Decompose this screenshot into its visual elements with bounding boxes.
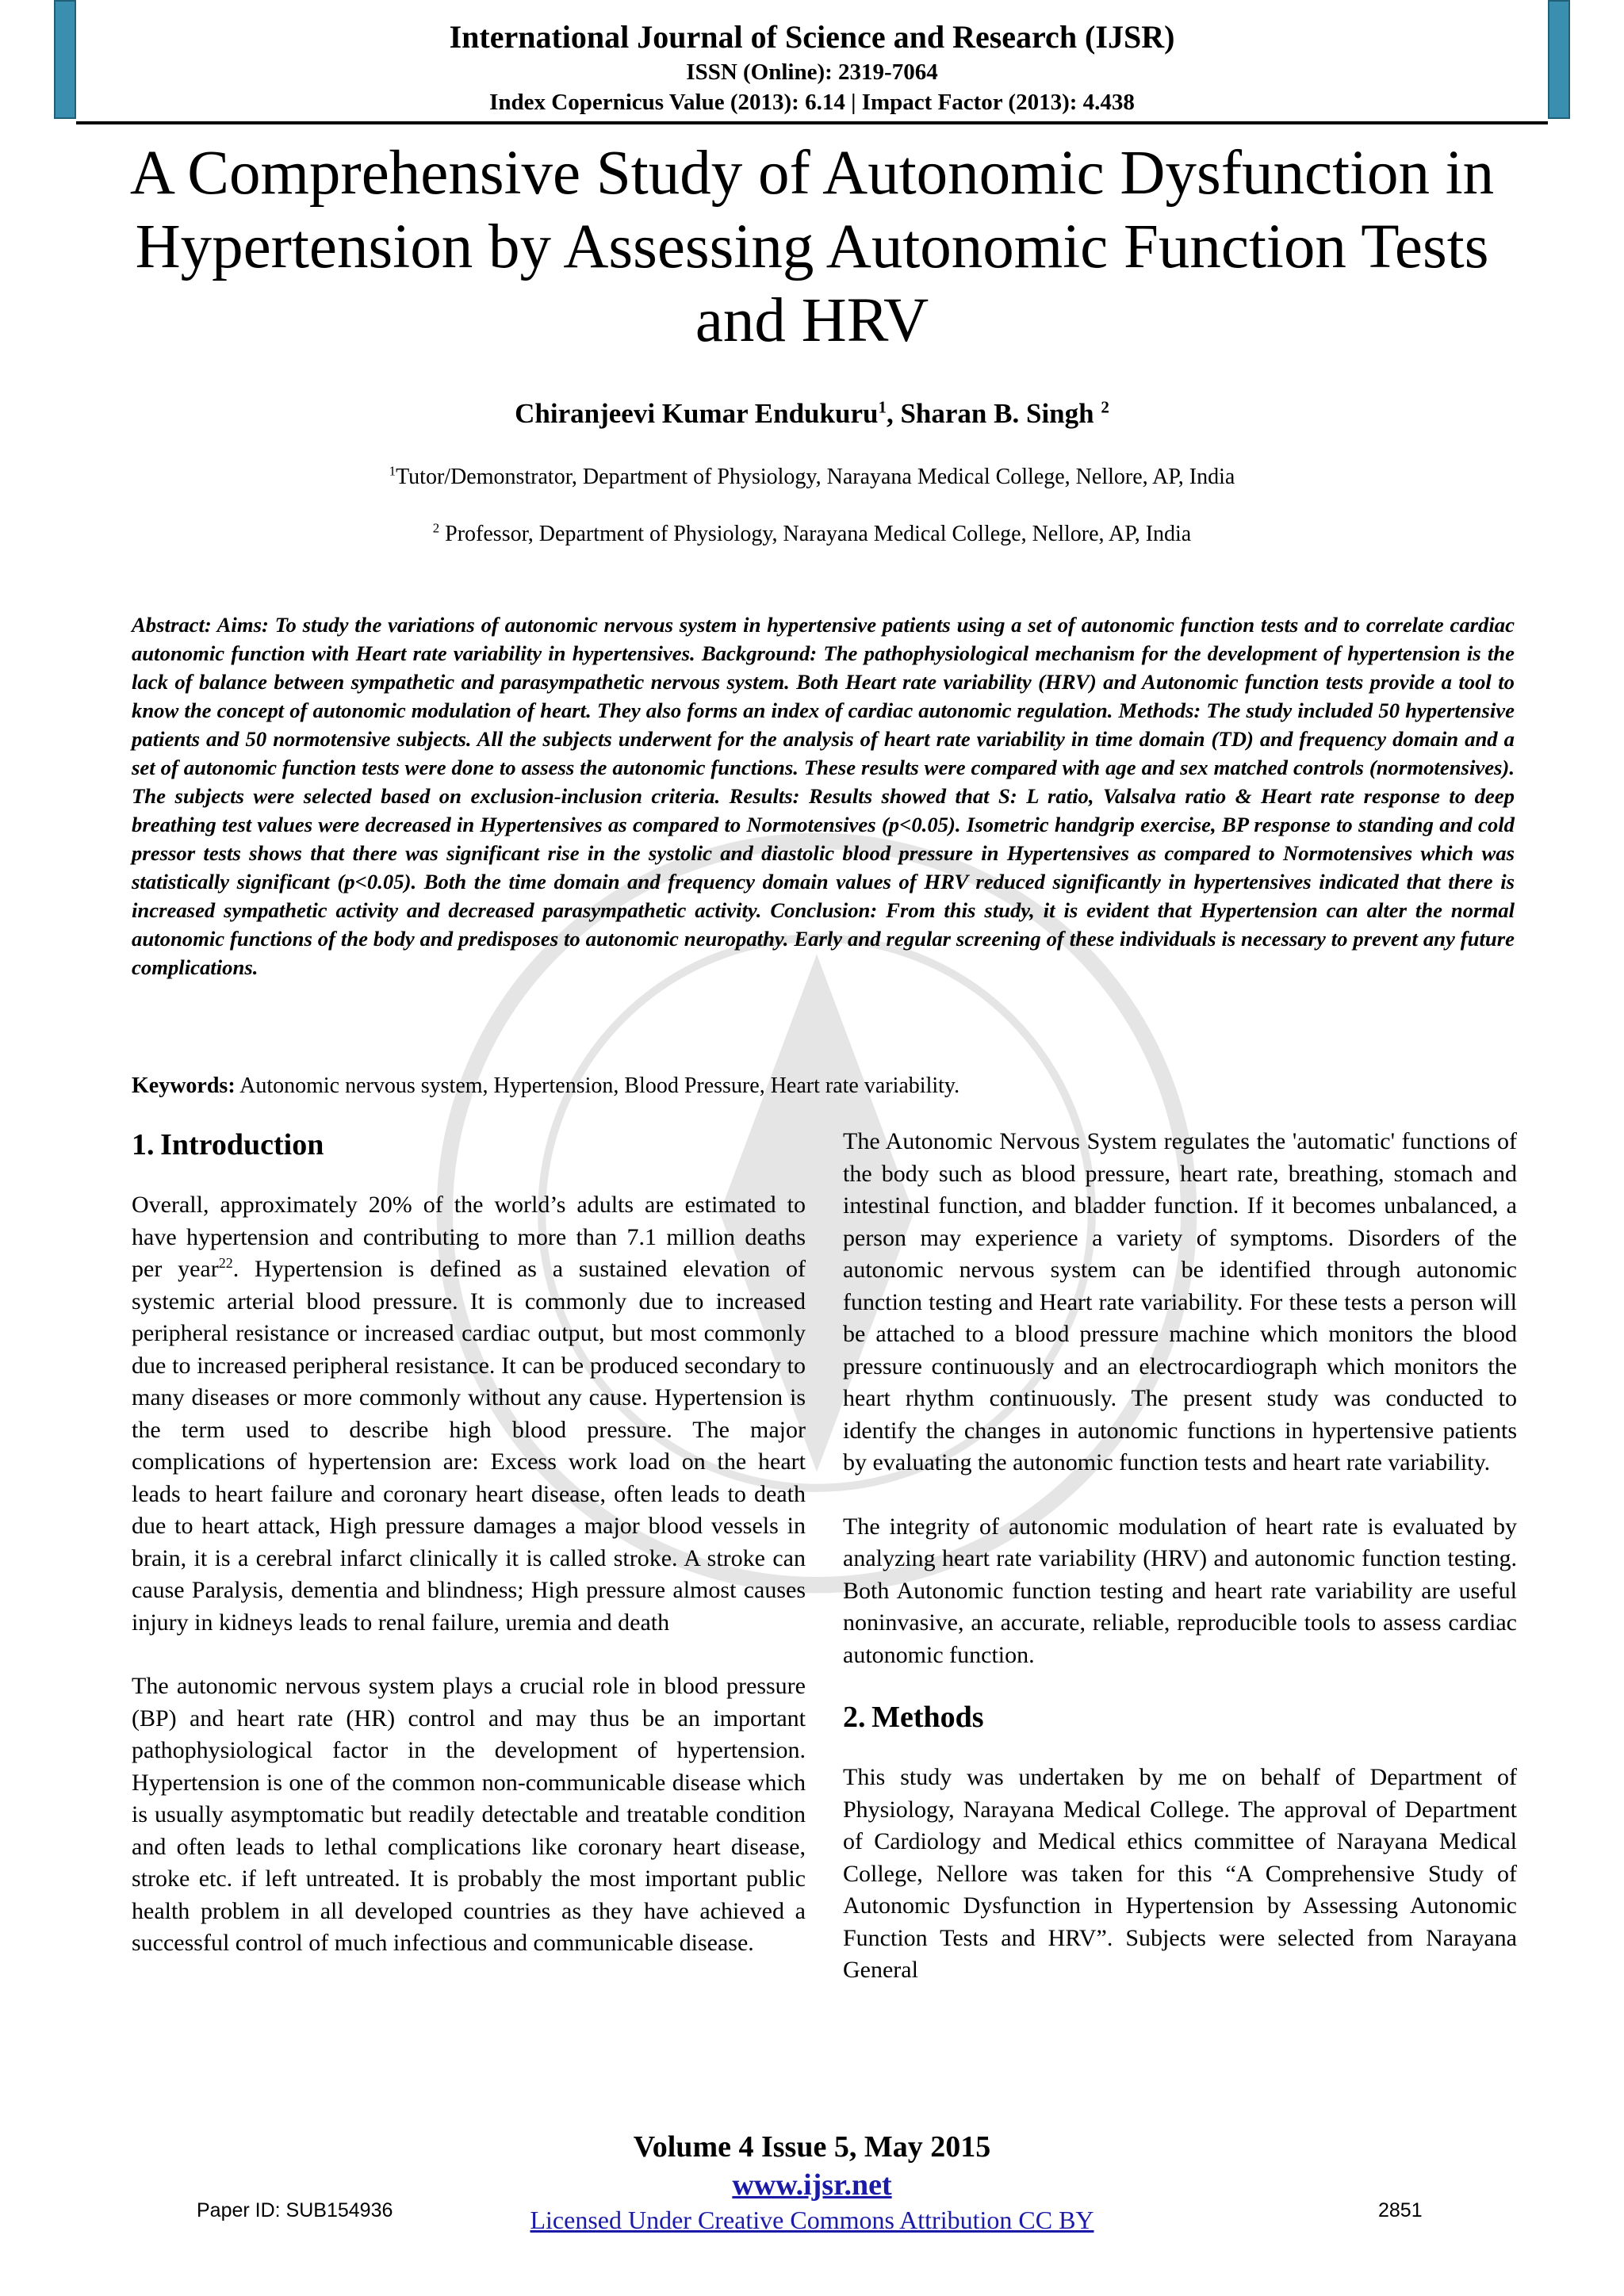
journal-header	[0, 17, 1624, 117]
intro-paragraph-3: The Autonomic Nervous System regulates the 'automatic' functions of the body such as blood pressure, heart rate, breathing, stomach and intestinal function, and bladder function. If it becomes unbalanced, a person may experience a variety of symptoms. Disorders of the autonomic nervous system can be identified through autonomic function testing and Heart rate variability. For these tests a person will be attached to a blood pressure machine which monitors the blood pressure continuously and an electrocardiograph which monitors the heart rhythm continuously. The present study was conducted to identify the changes in autonomic functions in hypertensive patients by evaluating the autonomic function tests and heart rate variability.	[843, 1128, 1517, 1475]
abstract-text: Aims: To study the variations of autonomic nervous system in hypertensive patients using a set of autonomic function tests and to correlate cardiac autonomic function with Heart rate variability in hypertensives. Background: The pathophysiological mechanism for the development of hypertension is the lack of balance between sympathetic and parasympathetic nervous system. Both Heart rate variability (HRV) and Autonomic function tests provide a tool to know the concept of autonomic modulation of heart. They also forms an index of cardiac autonomic regulation. Methods: The study included 50 hypertensive patients and 50 normotensive subjects. All the subjects underwent for the analysis of heart rate variability in time domain (TD) and frequency domain and a set of autonomic function tests were done to assess the autonomic functions. These results were compared with age and sex matched controls (normotensives). The subjects were selected based on exclusion-inclusion criteria. Results: Results showed that S: L ratio, Valsalva ratio & Heart rate response to deep breathing test values were decreased in Hypertensives as compared to Normotensives (p<0.05). Isometric handgrip exercise, BP response to standing and cold pressor tests shows that there was significant rise in the systolic and diastolic blood pressure in Hypertensives as compared to Normotensives which was statistically significant (p<0.05). Both the time domain and frequency domain values of HRV reduced significantly in hypertensives indicated that there is increased sympathetic activity and decreased parasympathetic activity. Conclusion: From this study, it is evident that Hypertension can alter the normal autonomic functions of the body and predisposes to autonomic neuropathy. Early and regular screening of these individuals is necessary to prevent any future complications.	[132, 613, 1515, 979]
footer-journal-link[interactable]: www.ijsr.net	[732, 2168, 892, 2202]
intro-paragraph-1-a: Overall, approximately 20% of the world’s adults are estimated to have hypertension and contributing to more than 7.1 million deaths per year	[132, 1192, 806, 1282]
intro-paragraph-2: The autonomic nervous system plays a crucial role in blood pressure (BP) and heart rate (HR) control and may thus be an important pathophysiological factor in the development of hypertension. Hypertension is one of the common non-communicable disease which is usually asymptomatic but readily detectable and treatable condition and often leads to lethal complications like coronary heart disease, stroke etc. if left untreated. It is probably the most important public health problem in all developed countries as they have achieved a successful control of much infectious and communicable disease.	[132, 1673, 806, 1956]
keywords-text: Autonomic nervous system, Hypertension, Blood Pressure, Heart rate variability.	[235, 1073, 960, 1098]
affiliation-2-sup: 2	[432, 520, 440, 536]
intro-paragraph-4: The integrity of autonomic modulation of heart rate is evaluated by analyzing heart rate variability (HRV) and autonomic function testing. Both Autonomic function testing and heart rate variability are useful noninvasive, an accurate, reliable, reproducible tools to assess cardiac autonomic function.	[843, 1513, 1517, 1668]
affiliation-1	[0, 465, 1624, 490]
footer-paper-id: Paper ID: SUB154936	[197, 2199, 393, 2221]
header-rule	[76, 121, 1548, 124]
keywords	[132, 1072, 1515, 1100]
affiliation-2-text: Professor, Department of Physiology, Narayana Medical College, Nellore, AP, India	[439, 522, 1192, 546]
journal-name: International Journal of Science and Research (IJSR)	[449, 19, 1175, 55]
intro-paragraph-1	[132, 1189, 806, 1639]
footer-license-link[interactable]: Licensed Under Creative Commons Attribution CC BY	[530, 2206, 1094, 2234]
section-heading-methods: 2. Methods	[843, 1701, 984, 1734]
left-column	[132, 1126, 806, 1992]
abstract	[132, 610, 1515, 982]
affiliation-1-sup: 1	[389, 463, 396, 479]
author-2: Sharan B. Singh	[900, 398, 1101, 429]
intro-paragraph-1-b: . Hypertension is defined as a sustained elevation of systemic arterial blood pressure. It is commonly due to increased peripheral resistance or increased cardiac output, but most commonly due to increased peripheral resistance. It can be produced secondary to many diseases or more commonly without any cause. Hypertension is the term used to describe high blood pressure. The major complications of hypertension are: Excess work load on the heart leads to heart failure and coronary heart disease, often leads to death due to heart attack, High pressure damages a major blood vessels in brain, it is a cerebral infarct clinically it is called stroke. A stroke can cause Paralysis, dementia and blindness; High pressure almost causes injury in kidneys leads to renal failure, uremia and death	[132, 1256, 806, 1636]
author-separator: ,	[886, 398, 901, 429]
journal-issn: ISSN (Online): 2319-7064	[686, 59, 938, 85]
citation-sup: 22	[218, 1255, 233, 1271]
author-line	[0, 398, 1624, 430]
abstract-label: Abstract:	[132, 613, 212, 637]
affiliation-2	[0, 522, 1624, 547]
author-1-sup: 1	[878, 397, 887, 417]
author-2-sup: 2	[1101, 397, 1109, 417]
journal-index: Index Copernicus Value (2013): 6.14 | Impact Factor (2013): 4.438	[489, 90, 1135, 115]
keywords-label: Keywords:	[132, 1073, 236, 1098]
paper-title: A Comprehensive Study of Autonomic Dysfunction in Hypertension by Assessing Autonomic Function Tests and HRV	[129, 139, 1495, 355]
right-column	[843, 1126, 1517, 2019]
section-heading-introduction: 1. Introduction	[132, 1128, 324, 1161]
affiliation-1-text: Tutor/Demonstrator, Department of Physiology, Narayana Medical College, Nellore, AP, India	[396, 465, 1235, 489]
methods-paragraph-1: This study was undertaken by me on behalf of Department of Physiology, Narayana Medical College. The approval of Department of Cardiology and Medical ethics committee of Narayana Medical College, Nellore was taken for this “A Comprehensive Study of Autonomic Dysfunction in Hypertension by Assessing Autonomic Function Tests and HRV”. Subjects were selected from Narayana General	[843, 1764, 1517, 1983]
footer-volume: Volume 4 Issue 5, May 2015	[633, 2130, 991, 2164]
author-1: Chiranjeevi Kumar Endukuru	[515, 398, 879, 429]
footer-page-number: 2851	[1378, 2199, 1423, 2221]
